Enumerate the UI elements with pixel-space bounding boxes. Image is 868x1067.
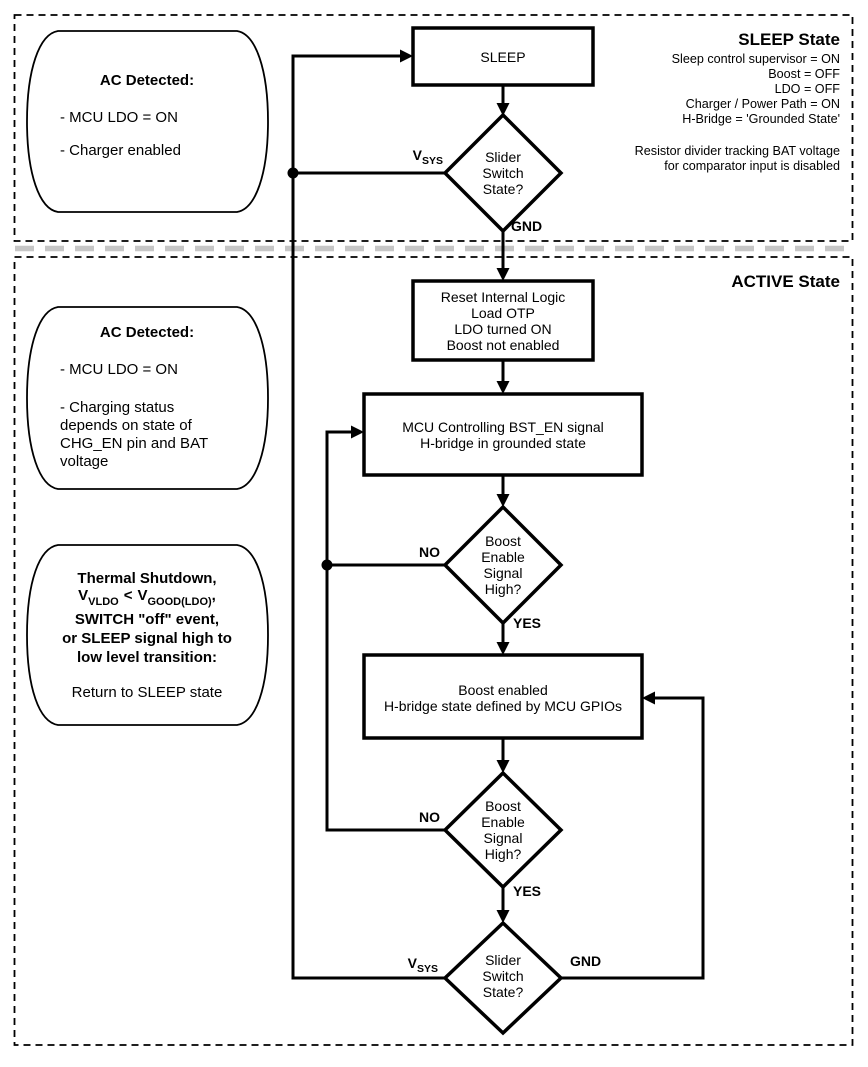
boost1-line: Boost — [485, 533, 521, 549]
active-ac-detected-line: CHG_EN pin and BAT — [60, 435, 209, 452]
slider-top-line: Slider — [485, 149, 521, 165]
active-ac-detected-title: AC Detected: — [99, 324, 195, 341]
mcu-box-line: H-bridge in grounded state — [420, 435, 586, 451]
reset-box-line: Load OTP — [471, 305, 535, 321]
active-ac-detected-line: - MCU LDO = ON — [60, 361, 178, 378]
sleep-ac-detected-line: - Charger enabled — [60, 142, 181, 159]
sleep-note-line: for comparator input is disabled — [664, 159, 840, 173]
vsys-label-top: $V_{SYS}$ — [412, 147, 443, 167]
return-to-sleep-formula: $V_{VLDO} < V_{GOOD(LDO)}$, — [78, 587, 216, 608]
sleep-ac-detected-title: AC Detected: — [99, 72, 195, 89]
gnd-label-top: GND — [511, 218, 543, 234]
reset-box-line: Reset Internal Logic — [440, 289, 566, 305]
reset-box-line: LDO turned ON — [454, 321, 552, 337]
sleep-box-label: SLEEP — [480, 49, 526, 65]
sleep-info-line: H-Bridge = 'Grounded State' — [682, 112, 840, 126]
junction-dot-vsys — [288, 168, 299, 179]
arrowhead-into-mcu-box — [497, 381, 510, 394]
boost2-line: Signal — [483, 830, 523, 846]
sleep-section-title: SLEEP State — [738, 30, 840, 49]
gnd-label-bottom: GND — [570, 953, 602, 969]
yes-label-2: YES — [513, 883, 542, 899]
slider-top-line: State? — [482, 181, 524, 197]
arrowhead-into-reset-box — [497, 268, 510, 281]
vsys-label-bottom: $V_{SYS}$ — [407, 955, 438, 975]
boost-box-line: Boost enabled — [458, 682, 548, 698]
active-ac-detected-line: - Charging status — [60, 399, 175, 416]
active-ac-detected-line: depends on state of — [60, 417, 192, 434]
slider-top-line: Switch — [482, 165, 524, 181]
no-label-1: NO — [419, 544, 440, 560]
boost2-line: Boost — [485, 798, 521, 814]
sleep-info-line: Boost = OFF — [768, 67, 840, 81]
edge-no-loop-to-mcu — [327, 432, 353, 565]
boost-box-line: H-bridge state defined by MCU GPIOs — [383, 698, 623, 714]
return-to-sleep-line: SWITCH "off" event, — [74, 611, 220, 628]
boost1-line: High? — [484, 581, 522, 597]
sleep-info-line: Charger / Power Path = ON — [685, 97, 840, 111]
sleep-info-line: LDO = OFF — [774, 82, 840, 96]
yes-label-1: YES — [513, 615, 542, 631]
no-label-2: NO — [419, 809, 440, 825]
reset-box-line: Boost not enabled — [446, 337, 560, 353]
arrowhead-into-boost-box — [497, 642, 510, 655]
edge-vsys-to-sleep-box — [293, 56, 402, 173]
sleep-note-line: Resistor divider tracking BAT voltage — [634, 144, 840, 158]
return-to-sleep-line: or SLEEP signal high to — [62, 630, 232, 647]
sleep-info-line: Sleep control supervisor = ON — [671, 52, 840, 66]
boost1-line: Signal — [483, 565, 523, 581]
slider-bottom-line: Switch — [482, 968, 524, 984]
mcu-box-line: MCU Controlling BST_EN signal — [402, 419, 604, 435]
slider-bottom-line: State? — [482, 984, 524, 1000]
return-to-sleep-body: Return to SLEEP state — [71, 684, 223, 701]
sleep-ac-detected-line: - MCU LDO = ON — [60, 109, 178, 126]
return-to-sleep-line: Thermal Shutdown, — [77, 570, 217, 587]
arrowhead-into-sleep-box — [400, 50, 413, 63]
active-section-title: ACTIVE State — [731, 272, 840, 291]
edge-gnd-loop-to-boostbox — [561, 698, 703, 978]
active-ac-detected-line: voltage — [60, 453, 109, 470]
return-to-sleep-line: low level transition: — [76, 649, 218, 666]
junction-dot-no-loop — [322, 560, 333, 571]
arrowhead-no-loop-into-mcu — [351, 426, 364, 439]
boost2-line: High? — [484, 846, 522, 862]
boost2-line: Enable — [481, 814, 525, 830]
slider-bottom-line: Slider — [485, 952, 521, 968]
arrowhead-gnd-into-boost-box — [642, 692, 655, 705]
boost1-line: Enable — [481, 549, 525, 565]
